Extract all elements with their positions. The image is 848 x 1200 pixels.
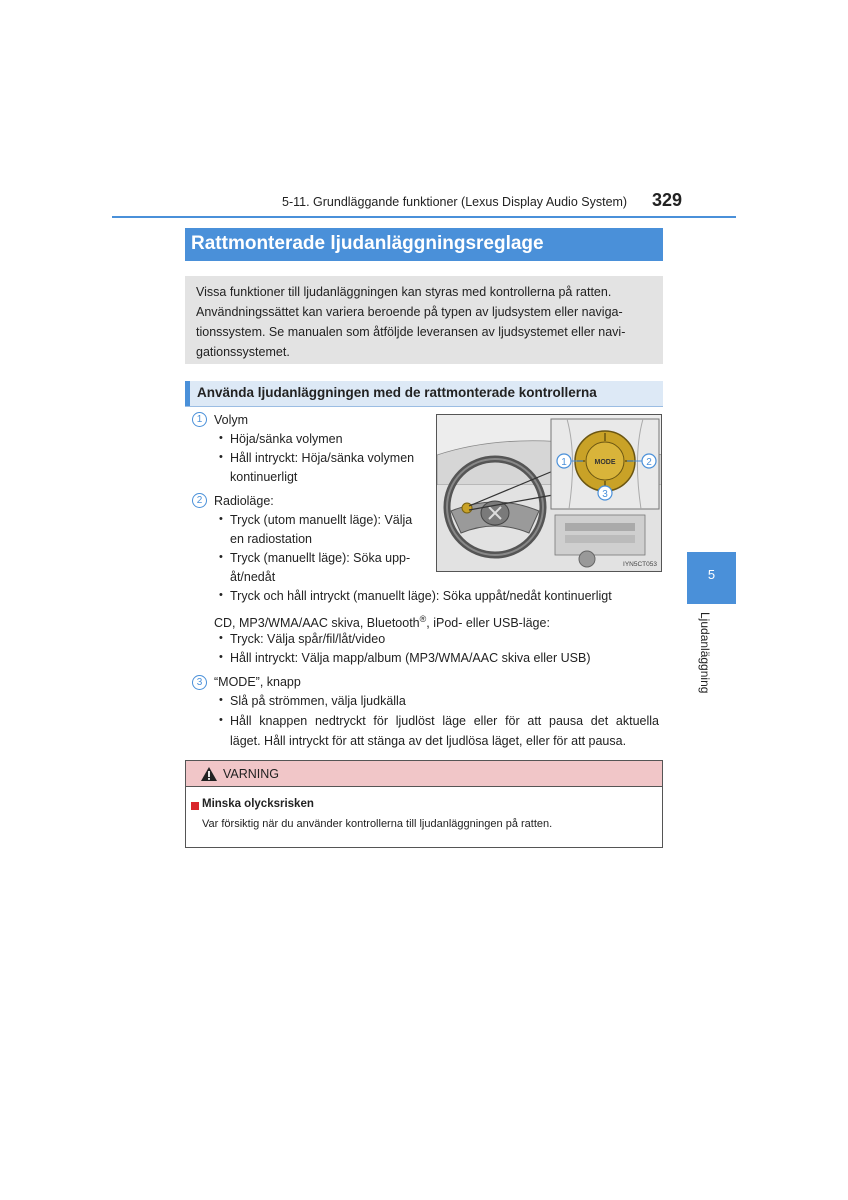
item-line: Höja/sänka volymen xyxy=(230,432,343,446)
item-label-mode: “MODE”, knapp xyxy=(214,675,301,689)
warning-label: VARNING xyxy=(223,767,280,781)
bullet-icon: • xyxy=(219,513,223,525)
callout-3: 3 xyxy=(602,489,608,500)
mode-button-text: MODE xyxy=(594,459,616,466)
item-line: Tryck: Välja spår/fil/låt/video xyxy=(230,632,386,646)
item-line: Tryck (utom manuellt läge): Välja xyxy=(230,513,413,527)
item-line: Håll intryckt: Välja mapp/album (MP3/WMA/AAC skiva eller USB) xyxy=(230,651,591,665)
subsection-title: Använda ljudanläggningen med de rattmonterade kontrollerna xyxy=(185,381,663,407)
intro-line: tionssystem. Se manualen som åtföljde leveransen av ljudsystemet eller navi- xyxy=(196,325,626,339)
header-rule xyxy=(112,216,736,218)
intro-line: gationssystemet. xyxy=(196,345,290,359)
steering-wheel-drawing xyxy=(437,415,662,572)
item-number-2: 2 xyxy=(192,493,207,508)
item-line: Slå på strömmen, välja ljudkälla xyxy=(230,694,406,708)
intro-box xyxy=(185,276,663,364)
bullet-icon: • xyxy=(219,432,223,444)
item-label-volume: Volym xyxy=(214,413,249,427)
subsection-rule xyxy=(185,406,663,407)
page-number: 329 xyxy=(652,190,683,210)
bullet-icon: • xyxy=(219,551,223,563)
bullet-icon: • xyxy=(219,714,223,726)
item-number-3: 3 xyxy=(192,675,207,690)
cd-mode-prefix: CD, MP3/WMA/AAC skiva, Bluetooth xyxy=(214,616,420,631)
red-square-icon xyxy=(191,802,199,810)
chapter-tab: 5 xyxy=(687,552,736,604)
item-line: Tryck (manuellt läge): Söka upp- xyxy=(230,551,411,565)
warning-header xyxy=(186,761,662,787)
bullet-icon: • xyxy=(219,694,223,706)
warning-box xyxy=(185,760,663,848)
item-label-radio: Radioläge: xyxy=(214,494,274,508)
item-line: åt/nedåt xyxy=(230,570,276,584)
cd-mode-suffix: , iPod- eller USB-läge: xyxy=(426,616,550,631)
item-line: Tryck och håll intryckt (manuellt läge): Söka uppåt/nedåt kontinuerligt xyxy=(230,589,612,603)
bullet-icon: • xyxy=(219,451,223,463)
running-header: 5-11. Grundläggande funktioner (Lexus Display Audio System) xyxy=(282,195,628,209)
image-code: IYN5CT053 xyxy=(623,561,657,568)
warning-title: Minska olycksrisken xyxy=(202,798,314,810)
warning-text: Var försiktig när du använder kontrollerna till ljudanläggningen på ratten. xyxy=(202,818,553,830)
intro-line: Användningssättet kan variera beroende på typen av ljudsystem eller naviga- xyxy=(196,305,623,319)
section-title: Rattmonterade ljudanläggningsreglage xyxy=(185,228,663,261)
warning-triangle-icon xyxy=(200,766,218,782)
item-line: Håll intryckt: Höja/sänka volymen xyxy=(230,451,415,465)
steering-wheel-illustration xyxy=(436,414,662,572)
intro-line: Vissa funktioner till ljudanläggningen kan styras med kontrollerna på ratten. xyxy=(196,285,612,299)
item-line: Håll knappen nedtryckt för ljudlöst läge eller för att pausa det aktuella xyxy=(230,714,659,728)
item-line: en radiostation xyxy=(230,532,313,546)
bullet-icon: • xyxy=(219,589,223,601)
item-number-1: 1 xyxy=(192,412,207,427)
cd-mode-heading xyxy=(214,611,550,631)
bullet-icon: • xyxy=(219,632,223,644)
callout-2: 2 xyxy=(646,457,652,468)
chapter-side-label: Ljudanläggning xyxy=(698,612,712,694)
registered-mark: ® xyxy=(419,614,427,624)
item-line: läget. Håll intryckt för att stänga av det ljudlösa läget, eller för att pausa. xyxy=(230,734,627,748)
callout-1: 1 xyxy=(561,457,567,468)
item-line: kontinuerligt xyxy=(230,470,298,484)
bullet-icon: • xyxy=(219,651,223,663)
